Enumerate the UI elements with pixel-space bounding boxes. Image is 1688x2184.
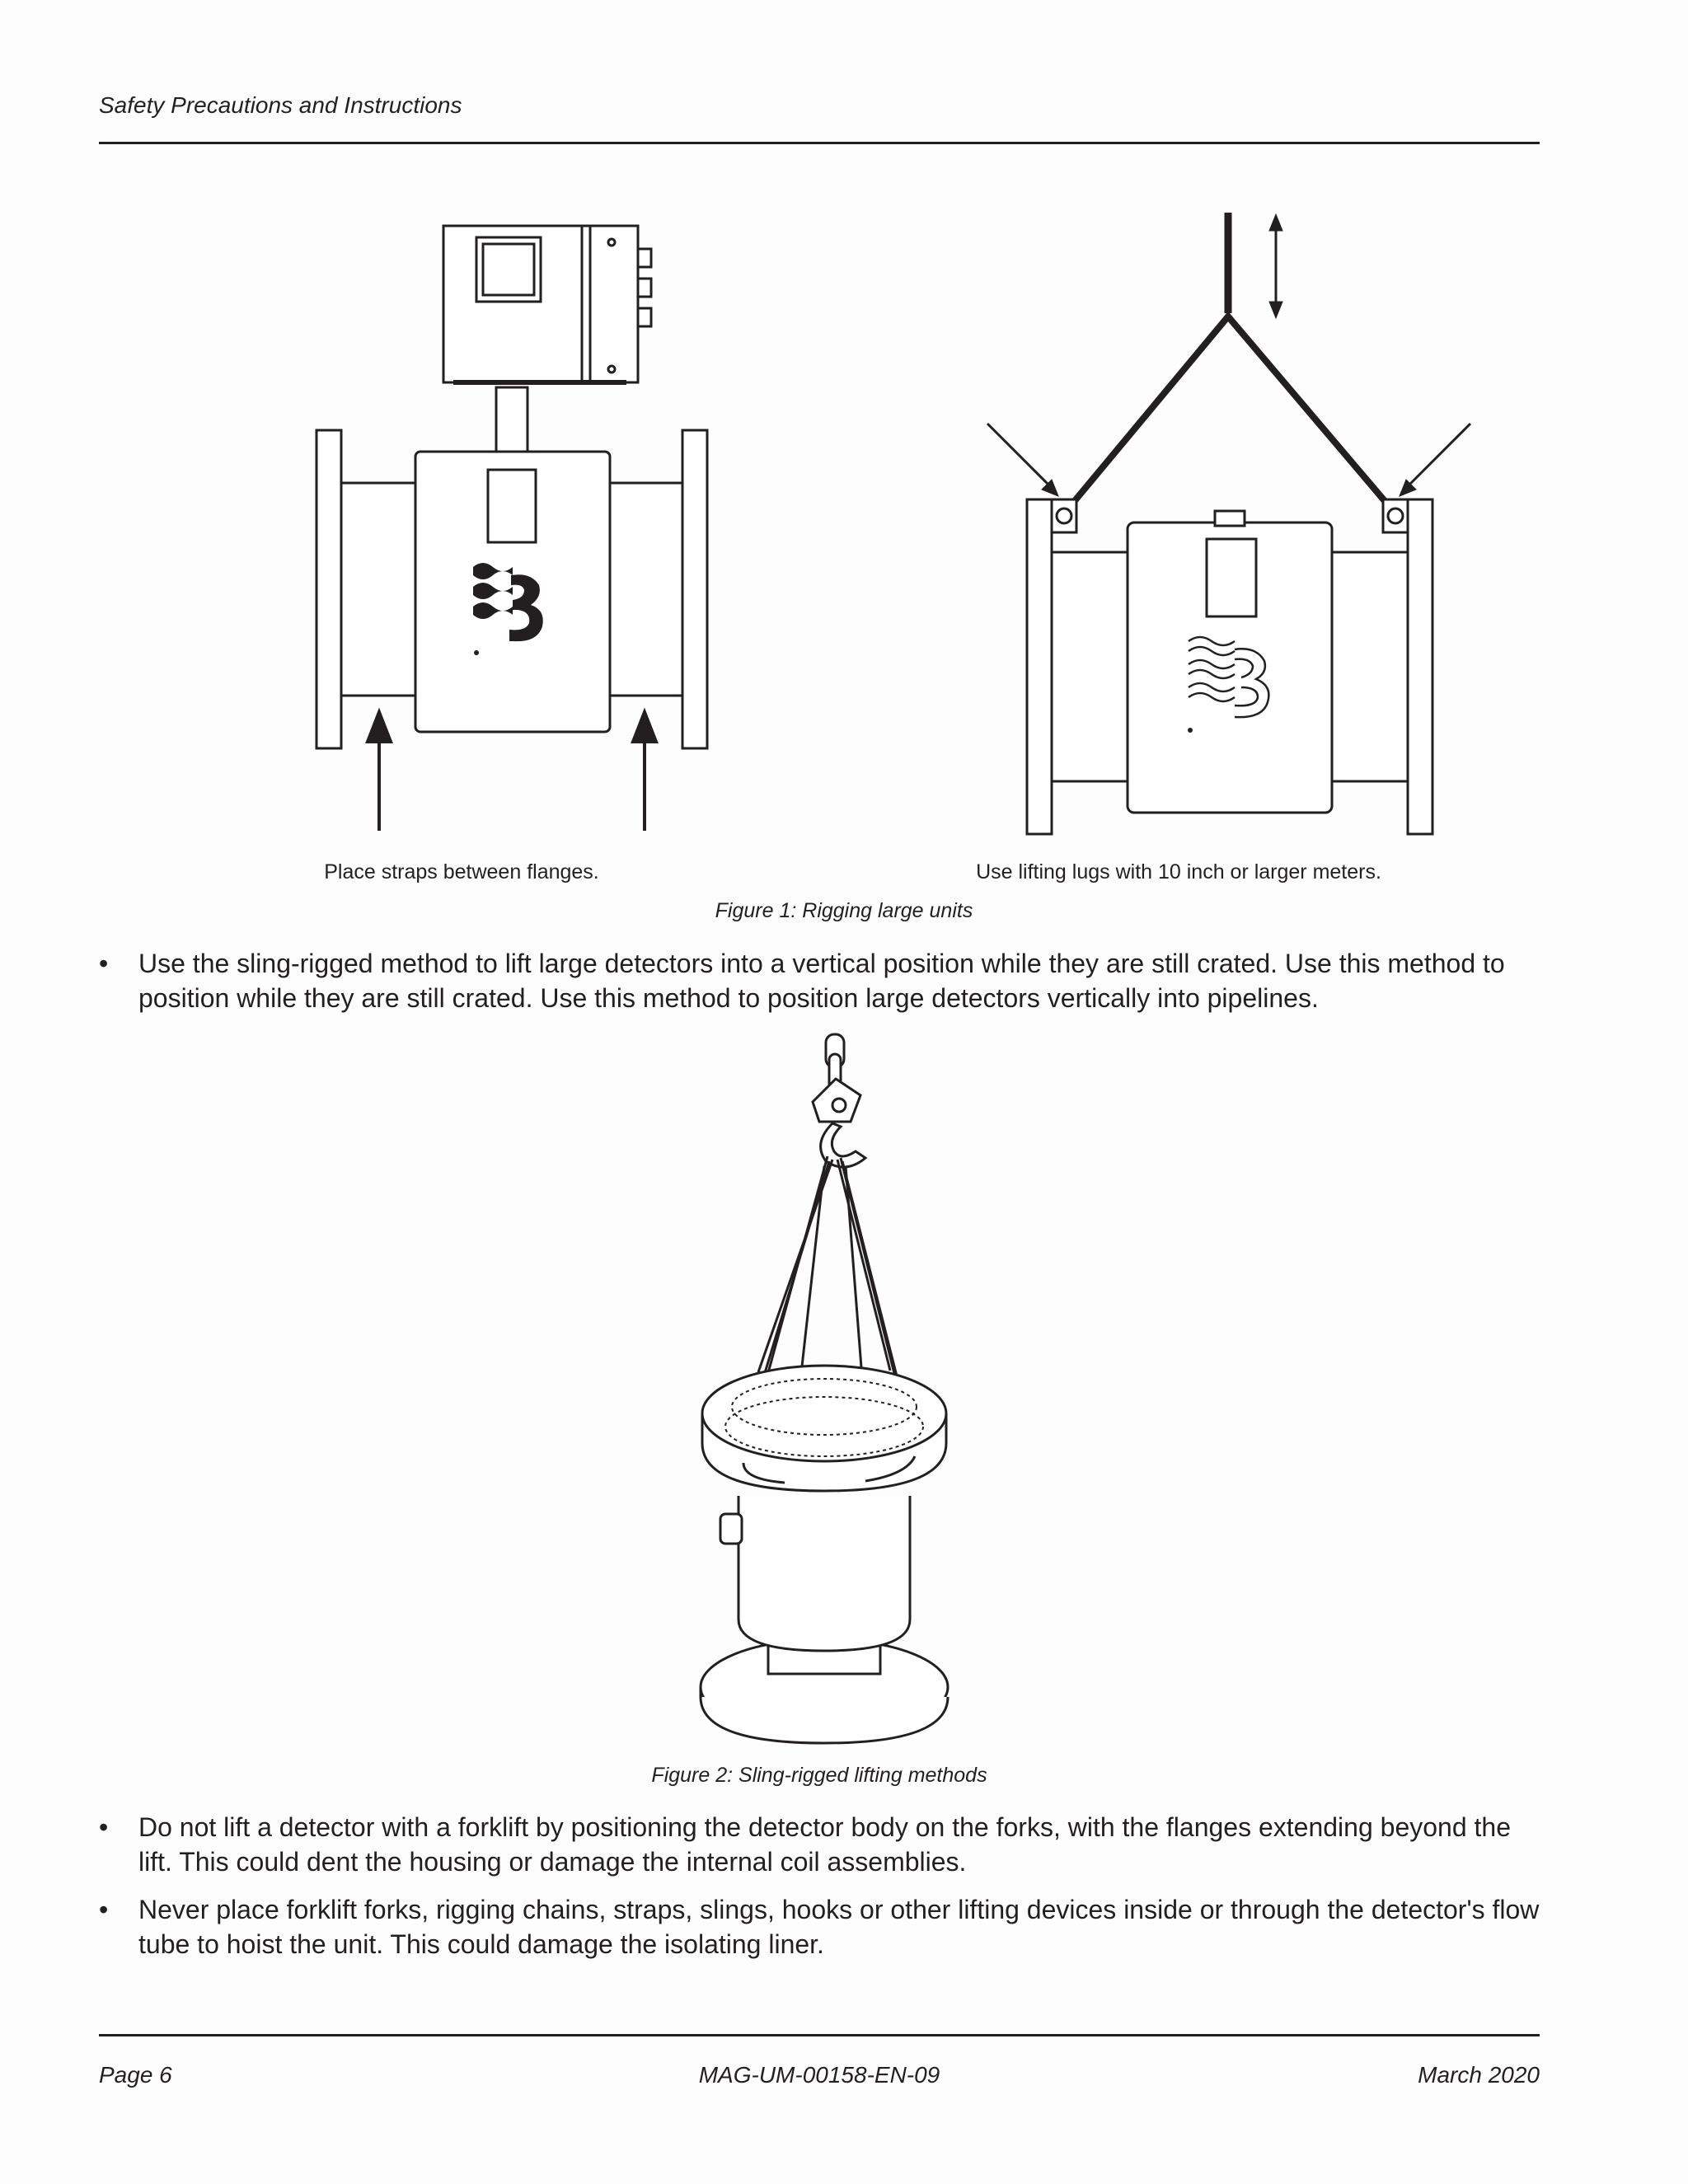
figure1-left-caption: Place straps between flanges.: [324, 860, 599, 883]
bullet-text: Do not lift a detector with a forklift by positioning the detector body on the forks, with the flanges extending beyond the lift. This could dent the housing or damage the internal coil assemblies.: [138, 1812, 1511, 1877]
bullet-point-icon: •: [99, 1812, 109, 1842]
figure1-right-caption: Use lifting lugs with 10 inch or larger meters.: [976, 860, 1381, 883]
bullet-flow-tube: [99, 1892, 1540, 1961]
publication-date: March 2020: [1418, 2062, 1540, 2088]
document-id: MAG-UM-00158-EN-09: [698, 2062, 940, 2088]
footer-rule: [99, 2034, 1540, 2036]
bullet-sling-rigged: [99, 946, 1540, 1015]
page-number: Page 6: [99, 2062, 172, 2088]
figure1-caption: Figure 1: Rigging large units: [715, 899, 973, 922]
bullet-forklift-body: [99, 1810, 1540, 1879]
header-rule: [99, 142, 1540, 144]
figure2-caption: Figure 2: Sling-rigged lifting methods: [651, 1764, 987, 1787]
bullet-text: Never place forklift forks, rigging chains, straps, slings, hooks or other lifting devices inside or through the detector's flow tube to hoist the unit. This could damage the isolating liner.: [138, 1895, 1540, 1959]
section-header-title: Safety Precautions and Instructions: [99, 92, 462, 118]
bullet-text: Use the sling-rigged method to lift large detectors into a vertical position while they are still crated. Use this method to position while they are still crated. Use this method to position large detectors vertically into pipelines.: [138, 949, 1505, 1013]
bullet-point-icon: •: [99, 949, 109, 978]
bullet-point-icon: •: [99, 1895, 109, 1924]
figure2-drawing: [692, 1034, 956, 1743]
figure1-right-drawing: [973, 206, 1484, 841]
figure1-left-drawing: [305, 214, 717, 841]
